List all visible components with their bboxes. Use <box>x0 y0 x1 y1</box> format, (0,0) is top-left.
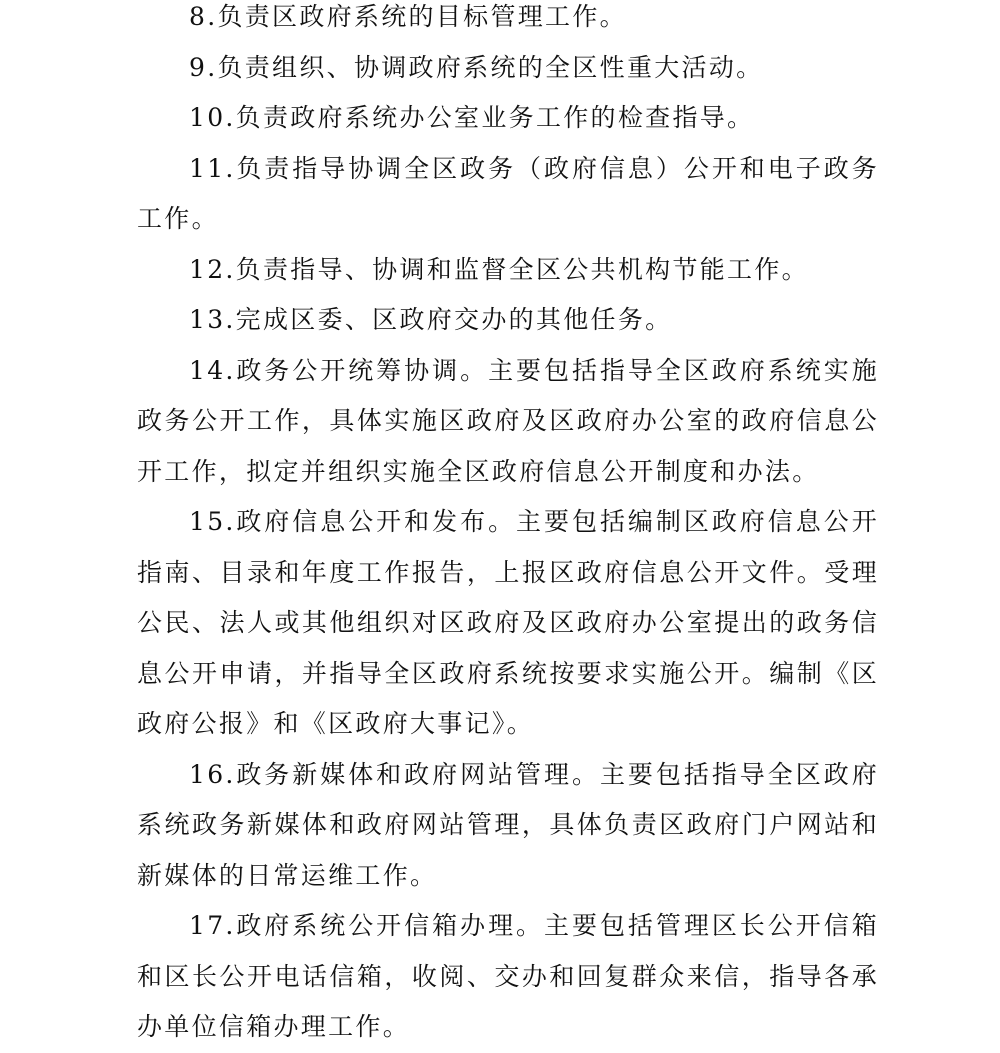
paragraph-item-11: 11.负责指导协调全区政务（政府信息）公开和电子政务工作。 <box>137 153 879 233</box>
paragraph-item-12: 12.负责指导、协调和监督全区公共机构节能工作。 <box>189 254 809 284</box>
paragraph-item-16: 16.政务新媒体和政府网站管理。主要包括指导全区政府系统政务新媒体和政府网站管理，具体负责区政府门户网站和新媒体的日常运维工作。 <box>137 759 879 890</box>
paragraph-item-10: 10.负责政府系统办公室业务工作的检查指导。 <box>189 103 755 132</box>
document-body <box>137 0 879 1053</box>
paragraph-item-9: 9.负责组织、协调政府系统的全区性重大活动。 <box>189 52 764 82</box>
paragraph-item-15: 15.政府信息公开和发布。主要包括编制区政府信息公开指南、目录和年度工作报告，上报区政府信息公开文件。受理公民、法人或其他组织对区政府及区政府办公室提出的政务信息公开申请，并指导全区政府系统按要求实施公开。编制《区政府公报》和《区政府大事记》。 <box>137 507 879 738</box>
paragraph-item-14: 14.政务公开统筹协调。主要包括指导全区政府系统实施政务公开工作，具体实施区政府及区政府办公室的政府信息公开工作，拟定并组织实施全区政府信息公开制度和办法。 <box>137 355 879 486</box>
paragraph-item-8: 8.负责区政府系统的目标管理工作。 <box>189 2 627 31</box>
paragraph-item-13: 13.完成区委、区政府交办的其他任务。 <box>189 305 673 334</box>
paragraph-item-17: 17.政府系统公开信箱办理。主要包括管理区长公开信箱和区长公开电话信箱，收阅、交办和回复群众来信，指导各承办单位信箱办理工作。 <box>137 911 879 1041</box>
